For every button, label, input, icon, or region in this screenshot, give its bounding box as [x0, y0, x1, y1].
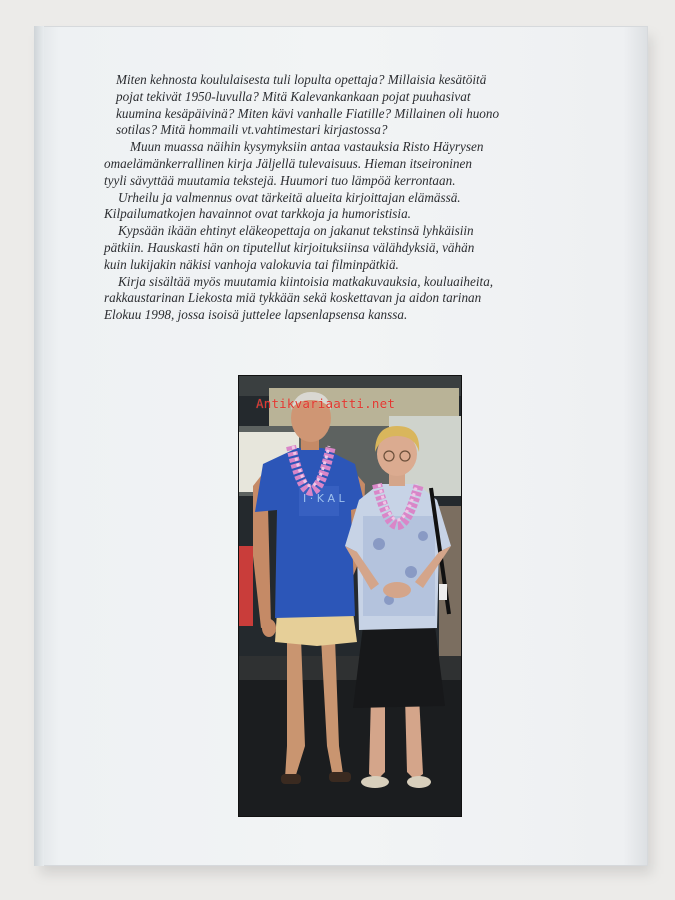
blurb-paragraph-5: [104, 274, 624, 291]
blurb-line: Kirja sisältää myös muutamia kiintoisia matkakuvauksia, kouluaiheita,: [118, 273, 494, 289]
blurb-line: Urheilu ja valmennus ovat tärkeitä alueita kirjoittajan elämässä.: [118, 189, 461, 205]
blurb-line: Kypsään ikään ehtinyt eläkeopettaja on jakanut tekstinsä lyhkäisiin: [118, 223, 474, 239]
watermark-text: Antikvariaatti.net: [256, 396, 396, 411]
blurb-line: Elokuu 1998, jossa isoisä juttelee lapsenlapsensa kanssa.: [104, 307, 408, 323]
blurb-line: omaelämänkerrallinen kirja Jäljellä tulevaisuus. Hieman itseironinen: [104, 155, 472, 171]
blurb-paragraph-4-cont: [104, 240, 624, 274]
back-cover-blurb: [104, 72, 624, 324]
blurb-line: sotilas? Mitä hommaili vt.vahtimestari kirjastossa?: [116, 122, 388, 138]
author-photo: [239, 376, 461, 816]
blurb-paragraph-2-cont: [104, 156, 624, 190]
photo-illustration: [239, 376, 461, 816]
blurb-line: Miten kehnosta koululaisesta tuli lopulta opettaja? Millaisia kesätöitä: [116, 72, 487, 87]
blurb-line: kuumina kesäpäivinä? Miten kävi vanhalle Fiatille? Millainen oli huono: [116, 105, 500, 121]
blurb-line: kuin lukijakin näkisi vanhoja valokuvia tai filminpätkiä.: [104, 256, 399, 272]
blurb-line: Muun muassa näihin kysymyksiin antaa vastauksia Risto Häyrysen: [130, 139, 484, 155]
svg-text:I · K A L: I · K A L: [303, 492, 345, 505]
blurb-paragraph-4: [104, 223, 624, 240]
blurb-paragraph-2: [104, 139, 624, 156]
blurb-line: pätkiin. Hauskasti hän on tiputellut kirjoituksiinsa välähdyksiä, vähän: [104, 239, 475, 255]
blurb-line: pojat tekivät 1950-luvulla? Mitä Kalevankankaan pojat puuhasivat: [116, 88, 471, 104]
blurb-line: Kilpailumatkojen havainnot ovat tarkkoja ja humoristisia.: [104, 206, 411, 222]
blurb-paragraph-5-cont: [104, 290, 624, 324]
blurb-line: rakkaustarinan Liekosta miä tykkään sekä koskettavan ja aidon tarinan: [104, 290, 482, 306]
blurb-line: tyyli sävyttää muutamia tekstejä. Huumori tuo lämpöä kerrontaan.: [104, 172, 456, 188]
blurb-paragraph-3-cont: [104, 206, 624, 223]
blurb-paragraph-3: [104, 190, 624, 207]
blurb-paragraph-1: [104, 72, 624, 139]
